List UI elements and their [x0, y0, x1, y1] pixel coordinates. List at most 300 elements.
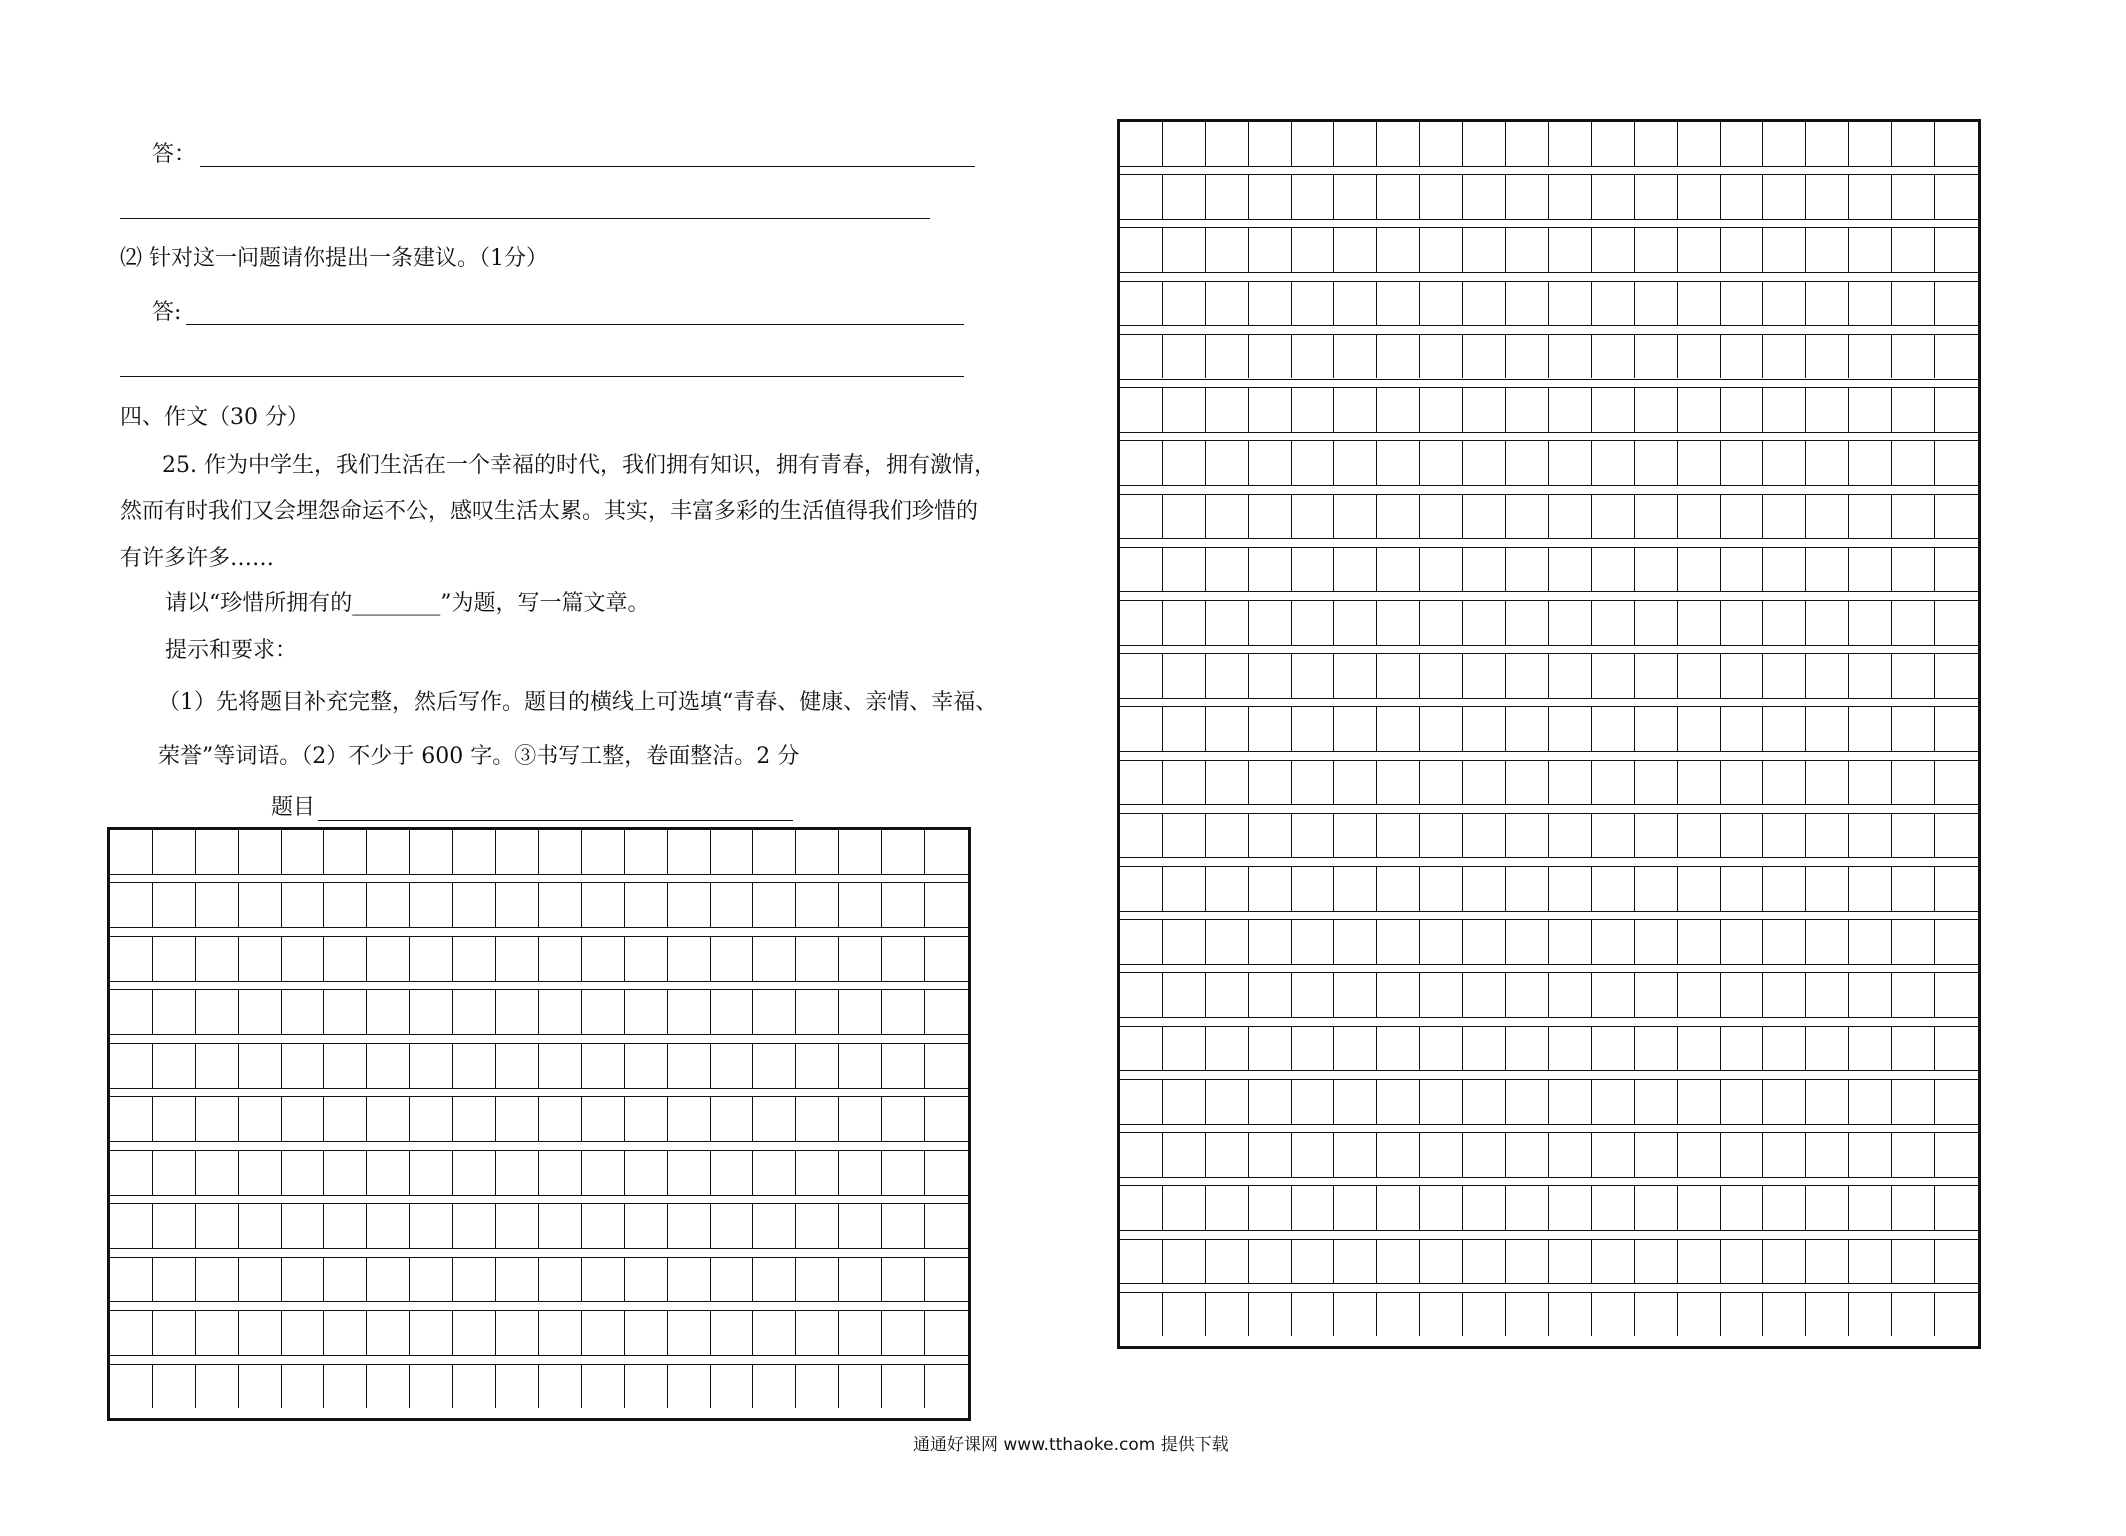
- grid-cell[interactable]: [882, 1151, 925, 1195]
- grid-cell[interactable]: [754, 990, 797, 1034]
- grid-cell[interactable]: [282, 830, 325, 874]
- grid-cell[interactable]: [1764, 1240, 1807, 1284]
- grid-cell[interactable]: [1549, 867, 1592, 911]
- grid-cell[interactable]: [668, 883, 711, 927]
- grid-cell[interactable]: [1206, 495, 1249, 539]
- grid-cell[interactable]: [1249, 335, 1292, 379]
- grid-cell[interactable]: [1678, 1240, 1721, 1284]
- grid-cell[interactable]: [1635, 1186, 1678, 1230]
- grid-cell[interactable]: [1163, 1293, 1206, 1337]
- grid-cell[interactable]: [325, 1044, 368, 1088]
- grid-cell[interactable]: [239, 1258, 282, 1302]
- grid-cell[interactable]: [1635, 1240, 1678, 1284]
- grid-cell[interactable]: [1292, 122, 1335, 166]
- grid-cell[interactable]: [1721, 654, 1764, 698]
- grid-cell[interactable]: [1849, 495, 1892, 539]
- grid-cell[interactable]: [539, 830, 582, 874]
- grid-cell[interactable]: [1678, 548, 1721, 592]
- grid-cell[interactable]: [1377, 867, 1420, 911]
- grid-cell[interactable]: [1506, 1027, 1549, 1071]
- grid-cell[interactable]: [1335, 1027, 1378, 1071]
- grid-cell[interactable]: [1506, 867, 1549, 911]
- grid-cell[interactable]: [1764, 1186, 1807, 1230]
- grid-cell[interactable]: [1335, 175, 1378, 219]
- grid-cell[interactable]: [1377, 335, 1420, 379]
- grid-cell[interactable]: [925, 1365, 968, 1409]
- grid-cell[interactable]: [1120, 122, 1163, 166]
- grid-cell[interactable]: [1935, 761, 1978, 805]
- grid-cell[interactable]: [496, 990, 539, 1034]
- grid-cell[interactable]: [1935, 654, 1978, 698]
- grid-cell[interactable]: [1806, 707, 1849, 751]
- grid-cell[interactable]: [239, 883, 282, 927]
- grid-cell[interactable]: [1935, 867, 1978, 911]
- grid-cell[interactable]: [1849, 548, 1892, 592]
- grid-cell[interactable]: [1163, 601, 1206, 645]
- grid-cell[interactable]: [1163, 1240, 1206, 1284]
- grid-cell[interactable]: [1678, 1133, 1721, 1177]
- grid-cell[interactable]: [1806, 495, 1849, 539]
- grid-cell[interactable]: [1335, 814, 1378, 858]
- grid-cell[interactable]: [1463, 1186, 1506, 1230]
- grid-cell[interactable]: [1377, 1133, 1420, 1177]
- grid-cell[interactable]: [1549, 761, 1592, 805]
- grid-cell[interactable]: [1163, 228, 1206, 272]
- grid-cell[interactable]: [1377, 441, 1420, 485]
- grid-cell[interactable]: [196, 990, 239, 1034]
- grid-cell[interactable]: [1635, 388, 1678, 432]
- grid-cell[interactable]: [1292, 1080, 1335, 1124]
- grid-cell[interactable]: [1377, 282, 1420, 326]
- grid-cell[interactable]: [1506, 761, 1549, 805]
- grid-cell[interactable]: [1420, 761, 1463, 805]
- grid-cell[interactable]: [1935, 1133, 1978, 1177]
- grid-cell[interactable]: [239, 1151, 282, 1195]
- grid-cell[interactable]: [325, 883, 368, 927]
- grid-cell[interactable]: [1592, 228, 1635, 272]
- grid-cell[interactable]: [711, 1204, 754, 1248]
- grid-cell[interactable]: [1335, 388, 1378, 432]
- grid-cell[interactable]: [153, 937, 196, 981]
- grid-cell[interactable]: [1678, 1293, 1721, 1337]
- grid-cell[interactable]: [1678, 1080, 1721, 1124]
- grid-cell[interactable]: [1120, 973, 1163, 1017]
- grid-cell[interactable]: [1592, 1133, 1635, 1177]
- grid-cell[interactable]: [1335, 920, 1378, 964]
- grid-cell[interactable]: [496, 1151, 539, 1195]
- grid-cell[interactable]: [1292, 1027, 1335, 1071]
- grid-cell[interactable]: [1549, 335, 1592, 379]
- grid-cell[interactable]: [925, 1044, 968, 1088]
- grid-cell[interactable]: [1335, 495, 1378, 539]
- grid-cell[interactable]: [1678, 1027, 1721, 1071]
- grid-cell[interactable]: [1463, 548, 1506, 592]
- grid-cell[interactable]: [1335, 335, 1378, 379]
- grid-cell[interactable]: [1420, 228, 1463, 272]
- grid-cell[interactable]: [1377, 175, 1420, 219]
- grid-cell[interactable]: [925, 1311, 968, 1355]
- grid-cell[interactable]: [1592, 282, 1635, 326]
- grid-cell[interactable]: [453, 1044, 496, 1088]
- grid-cell[interactable]: [1335, 441, 1378, 485]
- grid-cell[interactable]: [1892, 1240, 1935, 1284]
- grid-cell[interactable]: [325, 1151, 368, 1195]
- grid-cell[interactable]: [153, 1097, 196, 1141]
- grid-cell[interactable]: [1721, 1133, 1764, 1177]
- grid-cell[interactable]: [1506, 122, 1549, 166]
- grid-cell[interactable]: [925, 1097, 968, 1141]
- grid-cell[interactable]: [496, 1258, 539, 1302]
- grid-cell[interactable]: [1549, 601, 1592, 645]
- grid-cell[interactable]: [239, 830, 282, 874]
- grid-cell[interactable]: [1249, 761, 1292, 805]
- grid-cell[interactable]: [796, 1311, 839, 1355]
- grid-cell[interactable]: [1120, 335, 1163, 379]
- grid-cell[interactable]: [1635, 122, 1678, 166]
- grid-cell[interactable]: [367, 1097, 410, 1141]
- grid-cell[interactable]: [1377, 654, 1420, 698]
- grid-cell[interactable]: [1206, 1186, 1249, 1230]
- grid-cell[interactable]: [539, 1258, 582, 1302]
- grid-cell[interactable]: [1163, 388, 1206, 432]
- grid-cell[interactable]: [882, 937, 925, 981]
- grid-cell[interactable]: [582, 1097, 625, 1141]
- grid-cell[interactable]: [1120, 1186, 1163, 1230]
- grid-cell[interactable]: [367, 1365, 410, 1409]
- grid-cell[interactable]: [1249, 707, 1292, 751]
- grid-cell[interactable]: [582, 1311, 625, 1355]
- grid-cell[interactable]: [1206, 920, 1249, 964]
- grid-cell[interactable]: [1463, 973, 1506, 1017]
- grid-cell[interactable]: [1635, 175, 1678, 219]
- grid-cell[interactable]: [1592, 495, 1635, 539]
- grid-cell[interactable]: [1849, 441, 1892, 485]
- grid-cell[interactable]: [1420, 654, 1463, 698]
- grid-cell[interactable]: [1549, 654, 1592, 698]
- grid-cell[interactable]: [1935, 495, 1978, 539]
- grid-cell[interactable]: [711, 883, 754, 927]
- grid-cell[interactable]: [410, 1258, 453, 1302]
- grid-cell[interactable]: [1377, 122, 1420, 166]
- grid-cell[interactable]: [1120, 441, 1163, 485]
- grid-cell[interactable]: [1678, 973, 1721, 1017]
- grid-cell[interactable]: [282, 1365, 325, 1409]
- grid-cell[interactable]: [196, 883, 239, 927]
- grid-cell[interactable]: [625, 1044, 668, 1088]
- grid-cell[interactable]: [1377, 973, 1420, 1017]
- grid-cell[interactable]: [1292, 441, 1335, 485]
- grid-cell[interactable]: [1292, 1240, 1335, 1284]
- grid-cell[interactable]: [496, 1204, 539, 1248]
- grid-cell[interactable]: [1549, 282, 1592, 326]
- grid-cell[interactable]: [239, 990, 282, 1034]
- grid-cell[interactable]: [1335, 707, 1378, 751]
- grid-cell[interactable]: [1935, 175, 1978, 219]
- grid-cell[interactable]: [754, 1258, 797, 1302]
- grid-cell[interactable]: [110, 1365, 153, 1409]
- grid-cell[interactable]: [367, 1311, 410, 1355]
- grid-cell[interactable]: [1335, 601, 1378, 645]
- grid-cell[interactable]: [1721, 814, 1764, 858]
- grid-cell[interactable]: [1506, 707, 1549, 751]
- grid-cell[interactable]: [1549, 175, 1592, 219]
- grid-cell[interactable]: [1935, 814, 1978, 858]
- grid-cell[interactable]: [1249, 441, 1292, 485]
- grid-cell[interactable]: [754, 1151, 797, 1195]
- grid-cell[interactable]: [839, 883, 882, 927]
- grid-cell[interactable]: [1120, 601, 1163, 645]
- grid-cell[interactable]: [1420, 814, 1463, 858]
- grid-cell[interactable]: [1463, 761, 1506, 805]
- grid-cell[interactable]: [1463, 1133, 1506, 1177]
- grid-cell[interactable]: [1120, 282, 1163, 326]
- grid-cell[interactable]: [1420, 1027, 1463, 1071]
- grid-cell[interactable]: [668, 830, 711, 874]
- grid-cell[interactable]: [325, 1365, 368, 1409]
- grid-cell[interactable]: [1292, 707, 1335, 751]
- grid-cell[interactable]: [796, 937, 839, 981]
- grid-cell[interactable]: [110, 883, 153, 927]
- grid-cell[interactable]: [1163, 548, 1206, 592]
- grid-cell[interactable]: [1549, 1240, 1592, 1284]
- grid-cell[interactable]: [711, 990, 754, 1034]
- grid-cell[interactable]: [1163, 973, 1206, 1017]
- grid-cell[interactable]: [539, 1311, 582, 1355]
- grid-cell[interactable]: [1249, 601, 1292, 645]
- grid-cell[interactable]: [1806, 548, 1849, 592]
- grid-cell[interactable]: [1806, 1186, 1849, 1230]
- grid-cell[interactable]: [1463, 228, 1506, 272]
- grid-cell[interactable]: [1420, 920, 1463, 964]
- grid-cell[interactable]: [1678, 920, 1721, 964]
- grid-cell[interactable]: [1335, 654, 1378, 698]
- grid-cell[interactable]: [1892, 548, 1935, 592]
- grid-cell[interactable]: [325, 1311, 368, 1355]
- grid-cell[interactable]: [1549, 228, 1592, 272]
- grid-cell[interactable]: [1249, 867, 1292, 911]
- grid-cell[interactable]: [1764, 761, 1807, 805]
- grid-cell[interactable]: [1892, 1080, 1935, 1124]
- grid-cell[interactable]: [410, 830, 453, 874]
- grid-cell[interactable]: [1335, 122, 1378, 166]
- grid-cell[interactable]: [1335, 228, 1378, 272]
- grid-cell[interactable]: [239, 1365, 282, 1409]
- grid-cell[interactable]: [668, 1204, 711, 1248]
- grid-cell[interactable]: [1892, 175, 1935, 219]
- grid-cell[interactable]: [1420, 495, 1463, 539]
- grid-cell[interactable]: [1806, 867, 1849, 911]
- grid-cell[interactable]: [1249, 1186, 1292, 1230]
- grid-cell[interactable]: [839, 1097, 882, 1141]
- grid-cell[interactable]: [1463, 122, 1506, 166]
- grid-cell[interactable]: [1892, 601, 1935, 645]
- grid-cell[interactable]: [1549, 1027, 1592, 1071]
- grid-cell[interactable]: [1806, 1293, 1849, 1337]
- grid-cell[interactable]: [367, 883, 410, 927]
- grid-cell[interactable]: [1463, 441, 1506, 485]
- grid-cell[interactable]: [1635, 920, 1678, 964]
- grid-cell[interactable]: [1635, 761, 1678, 805]
- grid-cell[interactable]: [754, 1204, 797, 1248]
- grid-cell[interactable]: [1420, 441, 1463, 485]
- grid-cell[interactable]: [1249, 654, 1292, 698]
- grid-cell[interactable]: [1249, 1027, 1292, 1071]
- grid-cell[interactable]: [367, 1151, 410, 1195]
- grid-cell[interactable]: [1420, 867, 1463, 911]
- grid-cell[interactable]: [1206, 282, 1249, 326]
- grid-cell[interactable]: [1678, 388, 1721, 432]
- grid-cell[interactable]: [1420, 1293, 1463, 1337]
- grid-cell[interactable]: [282, 1258, 325, 1302]
- grid-cell[interactable]: [1721, 122, 1764, 166]
- grid-cell[interactable]: [1764, 1027, 1807, 1071]
- grid-cell[interactable]: [110, 1151, 153, 1195]
- grid-cell[interactable]: [1892, 707, 1935, 751]
- grid-cell[interactable]: [1806, 282, 1849, 326]
- grid-cell[interactable]: [1292, 920, 1335, 964]
- grid-cell[interactable]: [1120, 1080, 1163, 1124]
- grid-cell[interactable]: [1506, 601, 1549, 645]
- grid-cell[interactable]: [1935, 1186, 1978, 1230]
- grid-cell[interactable]: [1463, 707, 1506, 751]
- grid-cell[interactable]: [1335, 548, 1378, 592]
- grid-cell[interactable]: [1592, 388, 1635, 432]
- grid-cell[interactable]: [668, 1151, 711, 1195]
- grid-cell[interactable]: [1206, 228, 1249, 272]
- grid-cell[interactable]: [1206, 973, 1249, 1017]
- grid-cell[interactable]: [1377, 707, 1420, 751]
- grid-cell[interactable]: [1678, 707, 1721, 751]
- grid-cell[interactable]: [1678, 1186, 1721, 1230]
- grid-cell[interactable]: [496, 830, 539, 874]
- grid-cell[interactable]: [711, 1044, 754, 1088]
- grid-cell[interactable]: [1163, 335, 1206, 379]
- grid-cell[interactable]: [1592, 1080, 1635, 1124]
- grid-cell[interactable]: [1163, 761, 1206, 805]
- grid-cell[interactable]: [1163, 1080, 1206, 1124]
- grid-cell[interactable]: [1506, 548, 1549, 592]
- grid-cell[interactable]: [1506, 920, 1549, 964]
- grid-cell[interactable]: [1292, 973, 1335, 1017]
- grid-cell[interactable]: [1335, 973, 1378, 1017]
- grid-cell[interactable]: [1463, 335, 1506, 379]
- grid-cell[interactable]: [1463, 388, 1506, 432]
- grid-cell[interactable]: [1163, 920, 1206, 964]
- grid-cell[interactable]: [1592, 441, 1635, 485]
- grid-cell[interactable]: [1935, 1293, 1978, 1337]
- grid-cell[interactable]: [582, 883, 625, 927]
- grid-cell[interactable]: [582, 990, 625, 1034]
- grid-cell[interactable]: [1935, 228, 1978, 272]
- grid-cell[interactable]: [1806, 761, 1849, 805]
- grid-cell[interactable]: [754, 1311, 797, 1355]
- grid-cell[interactable]: [153, 1311, 196, 1355]
- grid-cell[interactable]: [1592, 654, 1635, 698]
- grid-cell[interactable]: [1678, 495, 1721, 539]
- grid-cell[interactable]: [325, 937, 368, 981]
- grid-cell[interactable]: [1849, 122, 1892, 166]
- grid-cell[interactable]: [1935, 1080, 1978, 1124]
- grid-cell[interactable]: [1849, 707, 1892, 751]
- grid-cell[interactable]: [110, 1311, 153, 1355]
- grid-cell[interactable]: [1249, 175, 1292, 219]
- grid-cell[interactable]: [1206, 761, 1249, 805]
- grid-cell[interactable]: [754, 1365, 797, 1409]
- grid-cell[interactable]: [882, 830, 925, 874]
- grid-cell[interactable]: [1463, 654, 1506, 698]
- grid-cell[interactable]: [1463, 1027, 1506, 1071]
- grid-cell[interactable]: [1420, 1080, 1463, 1124]
- grid-cell[interactable]: [1292, 867, 1335, 911]
- grid-cell[interactable]: [539, 1365, 582, 1409]
- grid-cell[interactable]: [1764, 1133, 1807, 1177]
- grid-cell[interactable]: [1249, 388, 1292, 432]
- grid-cell[interactable]: [1377, 920, 1420, 964]
- grid-cell[interactable]: [1806, 654, 1849, 698]
- grid-cell[interactable]: [1206, 1027, 1249, 1071]
- grid-cell[interactable]: [1206, 175, 1249, 219]
- grid-cell[interactable]: [1806, 1240, 1849, 1284]
- grid-cell[interactable]: [1463, 1293, 1506, 1337]
- grid-cell[interactable]: [1764, 973, 1807, 1017]
- essay-grid-right[interactable]: [1117, 119, 1981, 1349]
- grid-cell[interactable]: [196, 1097, 239, 1141]
- grid-cell[interactable]: [1721, 1186, 1764, 1230]
- grid-cell[interactable]: [410, 1365, 453, 1409]
- grid-cell[interactable]: [1592, 1027, 1635, 1071]
- grid-cell[interactable]: [1549, 814, 1592, 858]
- grid-cell[interactable]: [539, 1044, 582, 1088]
- grid-cell[interactable]: [153, 1258, 196, 1302]
- grid-cell[interactable]: [1849, 1027, 1892, 1071]
- grid-cell[interactable]: [796, 990, 839, 1034]
- grid-cell[interactable]: [1506, 1080, 1549, 1124]
- grid-cell[interactable]: [1335, 282, 1378, 326]
- grid-cell[interactable]: [1206, 388, 1249, 432]
- grid-cell[interactable]: [153, 1365, 196, 1409]
- grid-cell[interactable]: [1764, 228, 1807, 272]
- grid-cell[interactable]: [1335, 1133, 1378, 1177]
- grid-cell[interactable]: [1592, 1186, 1635, 1230]
- grid-cell[interactable]: [582, 1365, 625, 1409]
- grid-cell[interactable]: [1764, 814, 1807, 858]
- grid-cell[interactable]: [196, 1151, 239, 1195]
- grid-cell[interactable]: [325, 830, 368, 874]
- grid-cell[interactable]: [153, 830, 196, 874]
- grid-cell[interactable]: [496, 1365, 539, 1409]
- grid-cell[interactable]: [1292, 1293, 1335, 1337]
- grid-cell[interactable]: [796, 1204, 839, 1248]
- grid-cell[interactable]: [196, 1365, 239, 1409]
- grid-cell[interactable]: [1592, 175, 1635, 219]
- grid-cell[interactable]: [453, 1258, 496, 1302]
- grid-cell[interactable]: [1249, 1133, 1292, 1177]
- grid-cell[interactable]: [1120, 654, 1163, 698]
- grid-cell[interactable]: [367, 1044, 410, 1088]
- grid-cell[interactable]: [325, 1097, 368, 1141]
- grid-cell[interactable]: [239, 1204, 282, 1248]
- grid-cell[interactable]: [325, 990, 368, 1034]
- grid-cell[interactable]: [1420, 1186, 1463, 1230]
- grid-cell[interactable]: [1635, 601, 1678, 645]
- grid-cell[interactable]: [1935, 973, 1978, 1017]
- grid-cell[interactable]: [1635, 1027, 1678, 1071]
- grid-cell[interactable]: [1806, 175, 1849, 219]
- grid-cell[interactable]: [1935, 388, 1978, 432]
- grid-cell[interactable]: [925, 1204, 968, 1248]
- grid-cell[interactable]: [882, 1311, 925, 1355]
- grid-cell[interactable]: [1849, 1186, 1892, 1230]
